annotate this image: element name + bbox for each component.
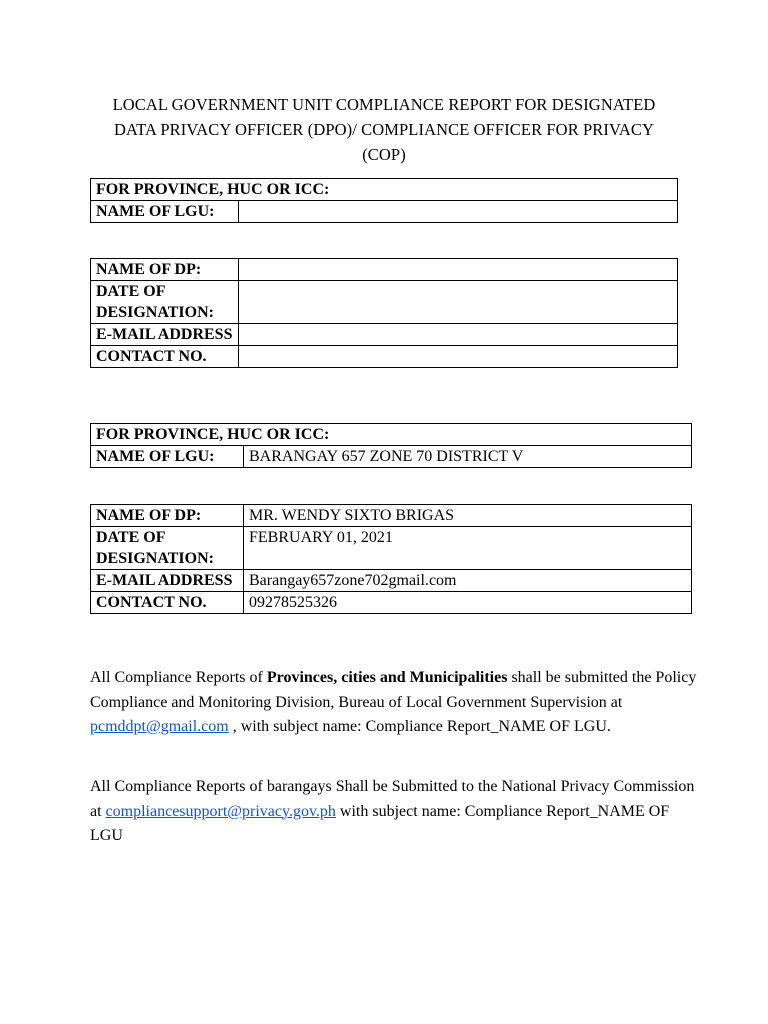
province-huc-icc-label: FOR PROVINCE, HUC OR ICC: bbox=[91, 424, 692, 446]
instructions-barangays-paragraph bbox=[90, 775, 700, 849]
lgu-name-value[interactable] bbox=[239, 201, 678, 223]
email-address-label: E-MAIL ADDRESS bbox=[91, 324, 239, 346]
contact-no-value: 09278525326 bbox=[244, 592, 692, 614]
table-row bbox=[91, 505, 692, 527]
email-address-value: Barangay657zone702gmail.com bbox=[244, 570, 692, 592]
contact-no-label: CONTACT NO. bbox=[91, 346, 239, 368]
designation-date-label: DATE OF DESIGNATION: bbox=[91, 281, 239, 324]
dp-table-blank bbox=[90, 258, 678, 368]
email-address-label: E-MAIL ADDRESS bbox=[91, 570, 244, 592]
title-line-3: (COP) bbox=[362, 145, 406, 164]
table-row bbox=[91, 446, 692, 468]
contact-no-value[interactable] bbox=[239, 346, 678, 368]
lgu-name-value: BARANGAY 657 ZONE 70 DISTRICT V bbox=[244, 446, 692, 468]
lgu-name-label: NAME OF LGU: bbox=[91, 446, 244, 468]
title-line-1: LOCAL GOVERNMENT UNIT COMPLIANCE REPORT FOR DESIGNATED bbox=[112, 95, 656, 114]
table-row bbox=[91, 201, 678, 223]
designation-date-value[interactable] bbox=[239, 281, 678, 324]
dp-name-label: NAME OF DP: bbox=[91, 259, 239, 281]
dp-name-value[interactable] bbox=[239, 259, 678, 281]
dp-name-value: MR. WENDY SIXTO BRIGAS bbox=[244, 505, 692, 527]
designation-date-label: DATE OF DESIGNATION: bbox=[91, 527, 244, 570]
title-line-2: DATA PRIVACY OFFICER (DPO)/ COMPLIANCE OFFICER FOR PRIVACY bbox=[113, 120, 655, 139]
table-row bbox=[91, 346, 678, 368]
paragraph-text: with subject name: Compliance Report_NAME OF LGU bbox=[90, 802, 670, 844]
table-row bbox=[91, 527, 692, 570]
pcmd-email-link[interactable]: pcmddpt@gmail.com bbox=[90, 718, 229, 735]
dp-table-filled bbox=[90, 504, 692, 614]
contact-no-label: CONTACT NO. bbox=[91, 592, 244, 614]
table-row bbox=[91, 324, 678, 346]
table-row bbox=[91, 424, 692, 446]
paragraph-text: shall be submitted the Policy Compliance and Monitoring Division, Bureau of Local Government Supervision at bbox=[90, 669, 697, 711]
dp-name-label: NAME OF DP: bbox=[91, 505, 244, 527]
paragraph-text: All Compliance Reports of bbox=[90, 669, 267, 686]
paragraph-text: All Compliance Reports of barangays Shall be Submitted to the National Privacy Commission at bbox=[90, 778, 695, 820]
table-row bbox=[91, 592, 692, 614]
table-row bbox=[91, 259, 678, 281]
table-row bbox=[91, 281, 678, 324]
lgu-table-blank bbox=[90, 178, 678, 223]
table-row bbox=[91, 179, 678, 201]
instructions-provinces-paragraph bbox=[90, 666, 700, 740]
paragraph-text: , with subject name: Compliance Report_NAME OF LGU. bbox=[228, 718, 611, 735]
npc-email-link[interactable]: compliancesupport@privacy.gov.ph bbox=[105, 802, 336, 820]
province-huc-icc-label: FOR PROVINCE, HUC OR ICC: bbox=[91, 179, 678, 201]
lgu-name-label: NAME OF LGU: bbox=[91, 201, 239, 223]
document-title bbox=[80, 92, 688, 167]
email-address-value[interactable] bbox=[239, 324, 678, 346]
table-row bbox=[91, 570, 692, 592]
lgu-table-filled bbox=[90, 423, 692, 468]
designation-date-value: FEBRUARY 01, 2021 bbox=[244, 527, 692, 570]
paragraph-bold-text: Provinces, cities and Municipalities bbox=[266, 669, 508, 686]
